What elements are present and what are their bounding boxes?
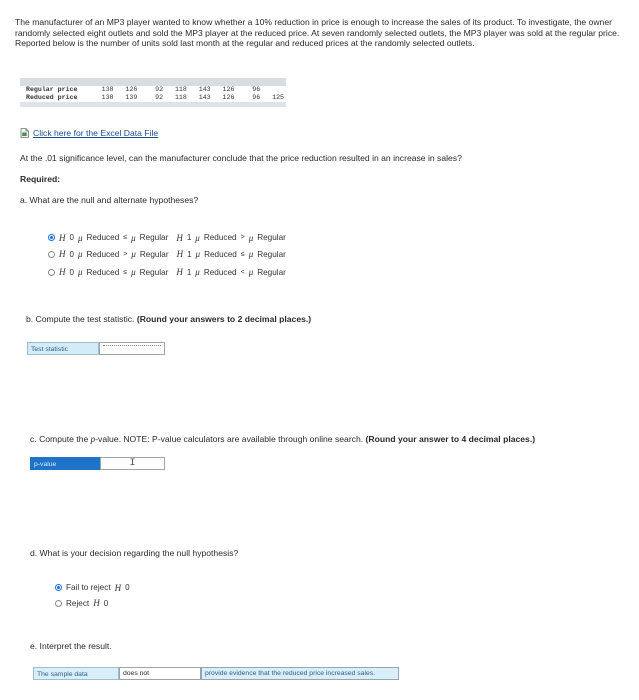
interpretation-select-2[interactable]: provide evidence that the reduced price increased sales.: [201, 667, 399, 680]
radio-unselected[interactable]: [55, 600, 62, 607]
part-d-prompt: d. What is your decision regarding the null hypothesis?: [30, 548, 239, 558]
interpretation-label: The sample data: [33, 667, 119, 680]
test-statistic-row: [27, 342, 165, 355]
part-c-note: (Round your answer to 4 decimal places.): [365, 434, 536, 444]
part-e-prompt: e. Interpret the result.: [30, 641, 112, 651]
radio-selected[interactable]: [55, 584, 62, 591]
decision-option-reject[interactable]: Reject H 0: [55, 596, 130, 610]
radio-unselected[interactable]: [48, 251, 55, 258]
table-header-bar: [20, 78, 286, 86]
interpretation-row: [33, 667, 399, 680]
part-c-prompt: c. Compute the p-value. NOTE: P-value calculators are available through online search. (Round your answer to 4 decimal places.): [30, 434, 536, 444]
row-values-reduced: 138 139 92 118 143 126 96 125: [101, 94, 284, 101]
decision-options: [55, 579, 130, 610]
decision-option-fail-to-reject[interactable]: Fail to reject H 0: [55, 579, 130, 596]
table-row: [20, 94, 286, 102]
p-value-label: p-value: [30, 457, 100, 470]
p-value-input[interactable]: [100, 457, 165, 470]
problem-intro: The manufacturer of an MP3 player wanted to know whether a 10% reduction in price is enough to increase the sales of its product. To investigate, the owner randomly selected eight outlets and sold the MP3 player at the reduced price. At seven randomly selected outlets, the MP3 player was sold at the regular price. Reported below is the number of units sold last month at the regular and reduced prices at the randomly selected outlets.: [15, 17, 620, 49]
part-b-prompt: b. Compute the test statistic. (Round your answers to 2 decimal places.): [26, 314, 312, 324]
input-dotted-line: [103, 345, 161, 346]
row-label-regular: Regular price: [26, 86, 78, 93]
hypothesis-option-1[interactable]: H 0 μ Reduced ≤ μ Regular H 1 μ Reduced > μ Regular: [48, 230, 286, 245]
excel-link-row[interactable]: [20, 128, 158, 138]
radio-selected[interactable]: [48, 234, 55, 241]
hypothesis-option-2[interactable]: H 0 μ Reduced > μ Regular H 1 μ Reduced ≤ μ Regular: [48, 245, 286, 263]
data-table: [20, 78, 286, 107]
row-values-regular: 138 126 92 118 143 126 96: [101, 86, 261, 93]
part-a-prompt: a. What are the null and alternate hypotheses?: [20, 195, 199, 205]
hypothesis-option-3[interactable]: H 0 μ Reduced ≤ μ Regular H 1 μ Reduced < μ Regular: [48, 263, 286, 281]
excel-data-link[interactable]: Click here for the Excel Data File: [33, 128, 159, 138]
part-b-note: (Round your answers to 2 decimal places.): [136, 314, 312, 324]
radio-unselected[interactable]: [48, 269, 55, 276]
required-heading: Required:: [20, 174, 61, 184]
hypotheses-options: [48, 230, 286, 281]
text-cursor-icon: I: [129, 458, 136, 469]
row-label-reduced: Reduced price: [26, 94, 78, 101]
interpretation-select-1[interactable]: does not: [119, 667, 201, 680]
test-statistic-label: Test statistic: [27, 342, 99, 355]
question-text: At the .01 significance level, can the manufacturer conclude that the price reduction resulted in an increase in sales?: [20, 153, 462, 163]
p-value-row: [30, 457, 165, 470]
test-statistic-input[interactable]: [99, 342, 165, 355]
table-footer-bar: [20, 102, 286, 107]
excel-file-icon: [20, 128, 29, 138]
table-row: [20, 86, 286, 94]
